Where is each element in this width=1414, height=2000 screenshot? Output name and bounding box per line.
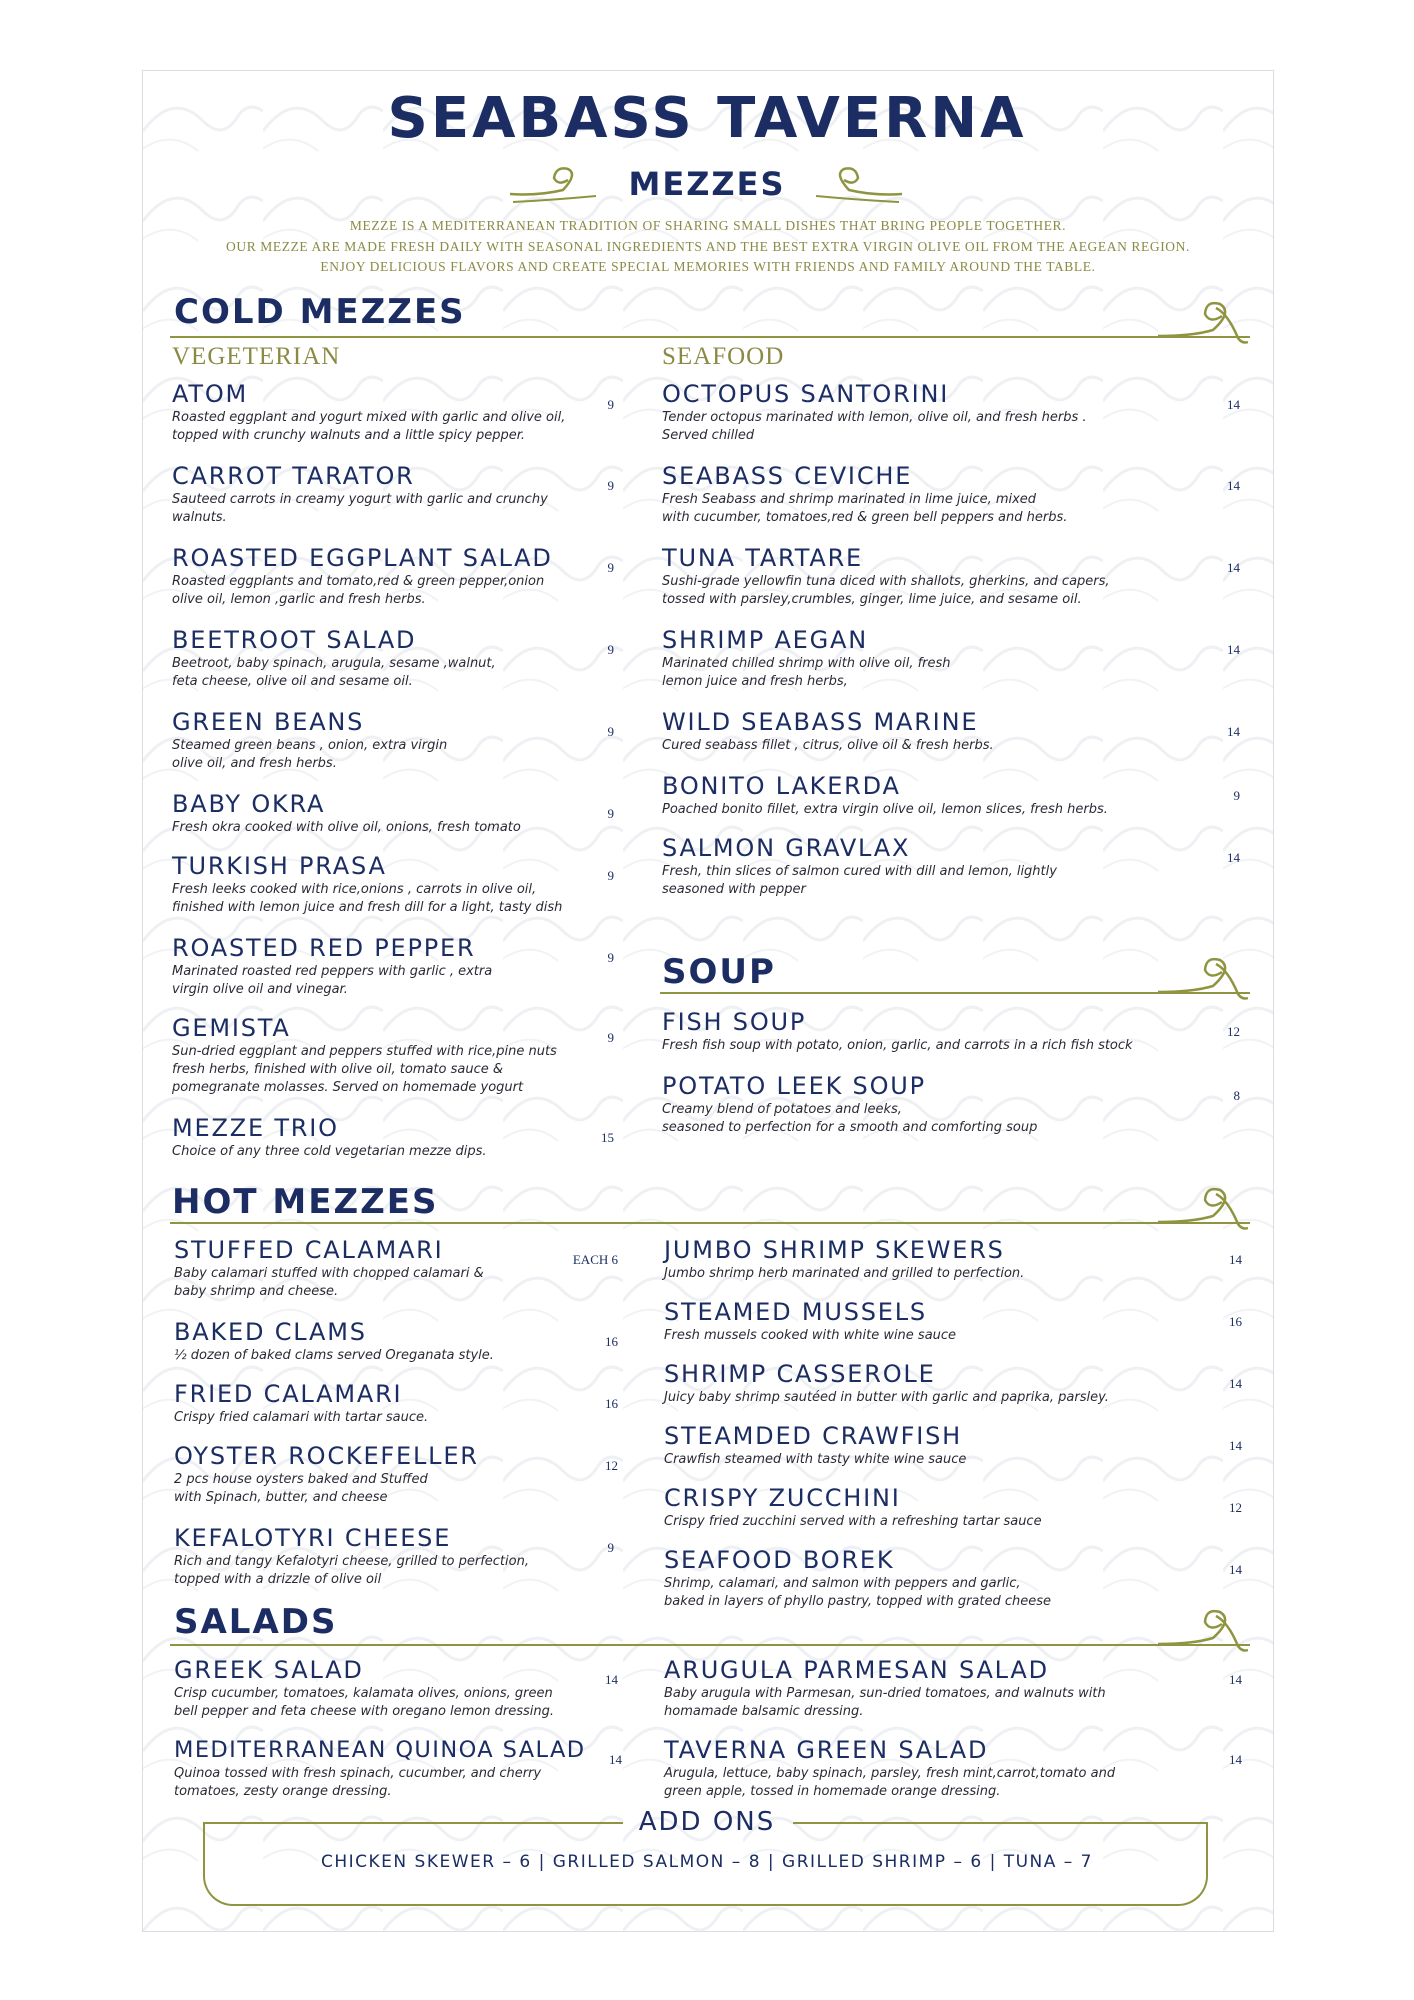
menu-item [664, 1236, 1164, 1283]
desc-line: olive oil, and fresh herbs. [172, 756, 337, 771]
item-description [172, 1143, 622, 1161]
wave-ornament-icon [1158, 298, 1248, 348]
item-description [662, 737, 1162, 755]
desc-line: topped with a drizzle of olive oil [174, 1572, 382, 1587]
item-price: 9 [607, 806, 614, 821]
item-description [664, 1327, 1164, 1345]
desc-line: tossed with parsley,crumbles, ginger, lime juice, and sesame oil. [662, 592, 1082, 607]
desc-line: Served chilled [662, 428, 755, 443]
item-description [172, 409, 622, 445]
menu-item [662, 544, 1182, 609]
item-description [172, 655, 622, 691]
wave-ornament-icon [1158, 954, 1248, 1004]
item-description [664, 1451, 1164, 1469]
item-price: 9 [607, 397, 614, 412]
desc-line: Crawfish steamed with tasty white wine sauce [664, 1452, 967, 1467]
menu-item [662, 834, 1162, 899]
subheading-seafood: SEAFOOD [662, 343, 785, 370]
item-name: SHRIMP CASSEROLE [664, 1360, 936, 1388]
item-name: TAVERNA GREEN SALAD [664, 1736, 989, 1764]
item-name: MEDITERRANEAN QUINOA SALAD [174, 1737, 586, 1763]
item-name: GREEN BEANS [172, 708, 365, 736]
item-name: KEFALOTYRI CHEESE [174, 1524, 452, 1552]
item-name: GEMISTA [172, 1014, 291, 1042]
item-price: 9 [607, 724, 614, 739]
item-price: 12 [1229, 1500, 1242, 1515]
item-name: ARUGULA PARMESAN SALAD [664, 1656, 1049, 1684]
item-name: JUMBO SHRIMP SKEWERS [664, 1236, 1005, 1264]
menu-item [174, 1380, 624, 1427]
desc-line: with Spinach, butter, and cheese [174, 1490, 388, 1505]
item-description [662, 1037, 1182, 1055]
item-name: GREEK SALAD [174, 1656, 364, 1684]
desc-line: Arugula, lettuce, baby spinach, parsley, fresh mint,carrot,tomato and [664, 1766, 1116, 1781]
desc-line: feta cheese, olive oil and sesame oil. [172, 674, 413, 689]
desc-line: lemon juice and fresh herbs, [662, 674, 848, 689]
item-description [172, 737, 622, 773]
item-description [662, 491, 1162, 527]
item-description [662, 863, 1162, 899]
menu-item [172, 626, 622, 691]
item-description [174, 1265, 624, 1301]
wave-ornament-icon [1158, 1606, 1248, 1656]
item-price: 14 [1229, 1672, 1242, 1687]
desc-line: Crisp cucumber, tomatoes, kalamata olives, onions, green [174, 1686, 553, 1701]
section-rule [170, 1644, 1250, 1646]
section-rule [170, 336, 1250, 338]
desc-line: Sushi-grade yellowfin tuna diced with shallots, gherkins, and capers, [662, 574, 1110, 589]
desc-line: walnuts. [172, 510, 227, 525]
desc-line: Marinated chilled shrimp with olive oil, fresh [662, 656, 951, 671]
item-description [662, 409, 1162, 445]
menu-item [174, 1236, 624, 1301]
section-title-hot-mezzes: HOT MEZZES [172, 1182, 439, 1222]
item-name: SEABASS CEVICHE [662, 462, 913, 490]
desc-line: Tender octopus marinated with lemon, olive oil, and fresh herbs . [662, 410, 1087, 425]
item-price: 14 [1227, 478, 1240, 493]
menu-item [172, 708, 622, 773]
menu-item [174, 1318, 624, 1365]
menu-item [174, 1656, 624, 1721]
menu-item [174, 1736, 614, 1801]
item-description [662, 1101, 1162, 1137]
wave-ornament-icon [1158, 1184, 1248, 1234]
item-price: 8 [1233, 1088, 1240, 1103]
desc-line: Rich and tangy Kefalotyri cheese, grilled to perfection, [174, 1554, 529, 1569]
item-description [664, 1265, 1164, 1283]
item-name: SALMON GRAVLAX [662, 834, 911, 862]
item-description [664, 1685, 1184, 1721]
desc-line: finished with lemon juice and fresh dill for a light, tasty dish [172, 900, 563, 915]
menu-item [172, 1014, 622, 1097]
intro-line: ENJOY DELICIOUS FLAVORS AND CREATE SPECIAL MEMORIES WITH FRIENDS AND FAMILY AROUND THE TABLE. [320, 259, 1096, 274]
desc-line: virgin olive oil and vinegar. [172, 982, 348, 997]
restaurant-name: SEABASS TAVERNA [387, 86, 1027, 151]
item-name: BEETROOT SALAD [172, 626, 417, 654]
item-price: 14 [1229, 1752, 1242, 1767]
item-name: OYSTER ROCKEFELLER [174, 1442, 479, 1470]
item-price: 16 [1229, 1314, 1242, 1329]
item-price: 16 [605, 1334, 618, 1349]
desc-line: Marinated roasted red peppers with garlic , extra [172, 964, 493, 979]
item-price: 14 [1229, 1562, 1242, 1577]
desc-line: 2 pcs house oysters baked and Stuffed [174, 1472, 428, 1487]
item-description [172, 491, 622, 527]
item-price: 14 [605, 1672, 618, 1687]
item-price: 9 [1233, 788, 1240, 803]
item-name: WILD SEABASS MARINE [662, 708, 979, 736]
item-name: SEAFOOD BOREK [664, 1546, 895, 1574]
item-name: BABY OKRA [172, 790, 326, 818]
item-name: BONITO LAKERDA [662, 772, 901, 800]
item-description [172, 573, 622, 609]
desc-line: Fresh mussels cooked with white wine sauce [664, 1328, 957, 1343]
desc-line: tomatoes, zesty orange dressing. [174, 1784, 392, 1799]
item-price: 16 [605, 1396, 618, 1411]
item-description [174, 1409, 624, 1427]
menu-item [172, 852, 622, 917]
item-price: EACH 6 [572, 1252, 618, 1267]
desc-line: homamade balsamic dressing. [664, 1704, 864, 1719]
section-title-cold-mezzes: COLD MEZZES [174, 292, 466, 332]
desc-line: Fresh okra cooked with olive oil, onions, fresh tomato [172, 820, 521, 835]
section-rule [170, 1222, 1250, 1224]
menu-item [662, 1008, 1182, 1055]
item-price: 9 [607, 1030, 614, 1045]
item-name: SHRIMP AEGAN [662, 626, 868, 654]
menu-item [172, 462, 622, 527]
item-price: 9 [607, 642, 614, 657]
desc-line: Poached bonito fillet, extra virgin olive oil, lemon slices, fresh herbs. [662, 802, 1108, 817]
item-price: 9 [607, 868, 614, 883]
desc-line: Cured seabass fillet , citrus, olive oil & fresh herbs. [662, 738, 994, 753]
menu-item [172, 934, 622, 999]
menu-item [662, 462, 1162, 527]
item-price: 14 [609, 1752, 622, 1767]
desc-line: Juicy baby shrimp sautéed in butter with garlic and paprika, parsley. [664, 1390, 1109, 1405]
addons-list: CHICKEN SKEWER – 6 | GRILLED SALMON – 8 | GRILLED SHRIMP – 6 | TUNA – 7 [320, 1852, 1093, 1872]
menu-item [662, 708, 1162, 755]
desc-line: Crispy fried calamari with tartar sauce. [174, 1410, 429, 1425]
item-name: STEAMDED CRAWFISH [664, 1422, 962, 1450]
menu-item [172, 544, 622, 609]
item-name: ROASTED RED PEPPER [172, 934, 476, 962]
item-price: 14 [1227, 850, 1240, 865]
menu-item [664, 1484, 1164, 1531]
item-description [662, 573, 1182, 609]
item-price: 9 [607, 1540, 614, 1555]
item-name: FRIED CALAMARI [174, 1380, 403, 1408]
menu-item [664, 1360, 1184, 1407]
item-description [172, 1043, 622, 1097]
item-name: STUFFED CALAMARI [174, 1236, 444, 1264]
desc-line: Roasted eggplant and yogurt mixed with garlic and olive oil, [172, 410, 566, 425]
menu-item [662, 1072, 1162, 1137]
item-name: OCTOPUS SANTORINI [662, 380, 950, 408]
intro-line: MEZZE IS A MEDITERRANEAN TRADITION OF SHARING SMALL DISHES THAT BRING PEOPLE TOGETHER. [349, 218, 1067, 233]
menu-item [664, 1656, 1184, 1721]
desc-line: bell pepper and feta cheese with oregano lemon dressing. [174, 1704, 555, 1719]
desc-line: with cucumber, tomatoes,red & green bell peppers and herbs. [662, 510, 1068, 525]
item-price: 9 [607, 950, 614, 965]
desc-line: Fresh Seabass and shrimp marinated in lime juice, mixed [662, 492, 1037, 507]
item-description [664, 1765, 1184, 1801]
item-description [664, 1575, 1164, 1611]
desc-line: Jumbo shrimp herb marinated and grilled to perfection. [664, 1266, 1025, 1281]
item-price: 14 [1227, 642, 1240, 657]
menu-item [664, 1298, 1164, 1345]
item-price: 15 [601, 1130, 614, 1145]
section-title-salads: SALADS [174, 1602, 338, 1642]
desc-line: Fresh, thin slices of salmon cured with dill and lemon, lightly [662, 864, 1057, 879]
item-name: FISH SOUP [662, 1008, 807, 1036]
desc-line: Fresh fish soup with potato, onion, garlic, and carrots in a rich fish stock [662, 1038, 1133, 1053]
desc-line: Crispy fried zucchini served with a refreshing tartar sauce [664, 1514, 1042, 1529]
desc-line: fresh herbs, finished with olive oil, tomato sauce & [172, 1062, 503, 1077]
wave-ornament-icon [814, 166, 904, 206]
desc-line: Sauteed carrots in creamy yogurt with garlic and crunchy [172, 492, 548, 507]
menu-item [174, 1442, 624, 1507]
item-name: ROASTED EGGPLANT SALAD [172, 544, 553, 572]
desc-line: seasoned with pepper [662, 882, 806, 897]
desc-line: Beetroot, baby spinach, arugula, sesame ,walnut, [172, 656, 496, 671]
desc-line: Sun-dried eggplant and peppers stuffed with rice,pine nuts [172, 1044, 557, 1059]
desc-line: seasoned to perfection for a smooth and comforting soup [662, 1120, 1038, 1135]
item-price: 14 [1227, 560, 1240, 575]
item-price: 14 [1227, 724, 1240, 739]
desc-line: Quinoa tossed with fresh spinach, cucumber, and cherry [174, 1766, 542, 1781]
menu-item [664, 1422, 1164, 1469]
desc-line: baked in layers of phyllo pastry, topped with grated cheese [664, 1594, 1052, 1609]
item-description [172, 963, 622, 999]
desc-line: olive oil, lemon ,garlic and fresh herbs. [172, 592, 426, 607]
item-price: 14 [1229, 1252, 1242, 1267]
item-name: TURKISH PRASA [172, 852, 387, 880]
item-description [662, 801, 1162, 819]
item-name: POTATO LEEK SOUP [662, 1072, 926, 1100]
desc-line: Choice of any three cold vegetarian mezze dips. [172, 1144, 487, 1159]
desc-line: Shrimp, calamari, and salmon with peppers and garlic, [664, 1576, 1021, 1591]
item-price: 12 [1227, 1024, 1240, 1039]
item-description [174, 1685, 624, 1721]
item-price: 9 [607, 478, 614, 493]
section-title-soup: SOUP [662, 952, 776, 992]
item-description [174, 1347, 624, 1365]
item-name: BAKED CLAMS [174, 1318, 367, 1346]
item-price: 14 [1229, 1376, 1242, 1391]
menu-item [662, 626, 1162, 691]
menu-item [172, 1114, 622, 1161]
item-name: ATOM [172, 380, 249, 408]
menu-item [664, 1736, 1184, 1801]
menu-item [664, 1546, 1164, 1611]
desc-line: Fresh leeks cooked with rice,onions , carrots in olive oil, [172, 882, 537, 897]
item-name: STEAMED MUSSELS [664, 1298, 927, 1326]
item-description [664, 1389, 1184, 1407]
item-description [174, 1553, 624, 1589]
item-description [172, 819, 622, 837]
menu-item [662, 772, 1162, 819]
desc-line: Baby arugula with Parmesan, sun-dried tomatoes, and walnuts with [664, 1686, 1106, 1701]
desc-line: topped with crunchy walnuts and a little spicy pepper. [172, 428, 526, 443]
item-description [174, 1471, 624, 1507]
desc-line: Steamed green beans , onion, extra virgin [172, 738, 448, 753]
item-price: 14 [1229, 1438, 1242, 1453]
menu-item [662, 380, 1162, 445]
item-price: 12 [605, 1458, 618, 1473]
desc-line: baby shrimp and cheese. [174, 1284, 339, 1299]
desc-line: ½ dozen of baked clams served Oreganata style. [174, 1348, 494, 1363]
item-price: 9 [607, 560, 614, 575]
item-name: TUNA TARTARE [662, 544, 864, 572]
menu-item [172, 790, 622, 837]
menu-item [172, 380, 622, 445]
item-name: CRISPY ZUCCHINI [664, 1484, 901, 1512]
item-description [662, 655, 1162, 691]
intro-line: OUR MEZZE ARE MADE FRESH DAILY WITH SEASONAL INGREDIENTS AND THE BEST EXTRA VIRGIN OLIVE OIL FROM THE AEGEAN REGION. [226, 238, 1190, 254]
item-name: MEZZE TRIO [172, 1114, 339, 1142]
intro-text [142, 216, 1274, 278]
item-description [664, 1513, 1164, 1531]
subheading-vegetarian: VEGETERIAN [172, 343, 341, 370]
item-price: 14 [1227, 397, 1240, 412]
item-name: CARROT TARATOR [172, 462, 415, 490]
item-description [174, 1765, 614, 1801]
desc-line: Roasted eggplants and tomato,red & green pepper,onion [172, 574, 545, 589]
item-description [172, 881, 622, 917]
desc-line: Baby calamari stuffed with chopped calamari & [174, 1266, 484, 1281]
desc-line: Creamy blend of potatoes and leeks, [662, 1102, 902, 1117]
menu-item [174, 1524, 624, 1589]
desc-line: pomegranate molasses. Served on homemade yogurt [172, 1080, 524, 1095]
addons-title: ADD ONS [638, 1807, 776, 1837]
desc-line: green apple, tossed in homemade orange dressing. [664, 1784, 1001, 1799]
menu-subtitle: MEZZES [628, 165, 786, 203]
